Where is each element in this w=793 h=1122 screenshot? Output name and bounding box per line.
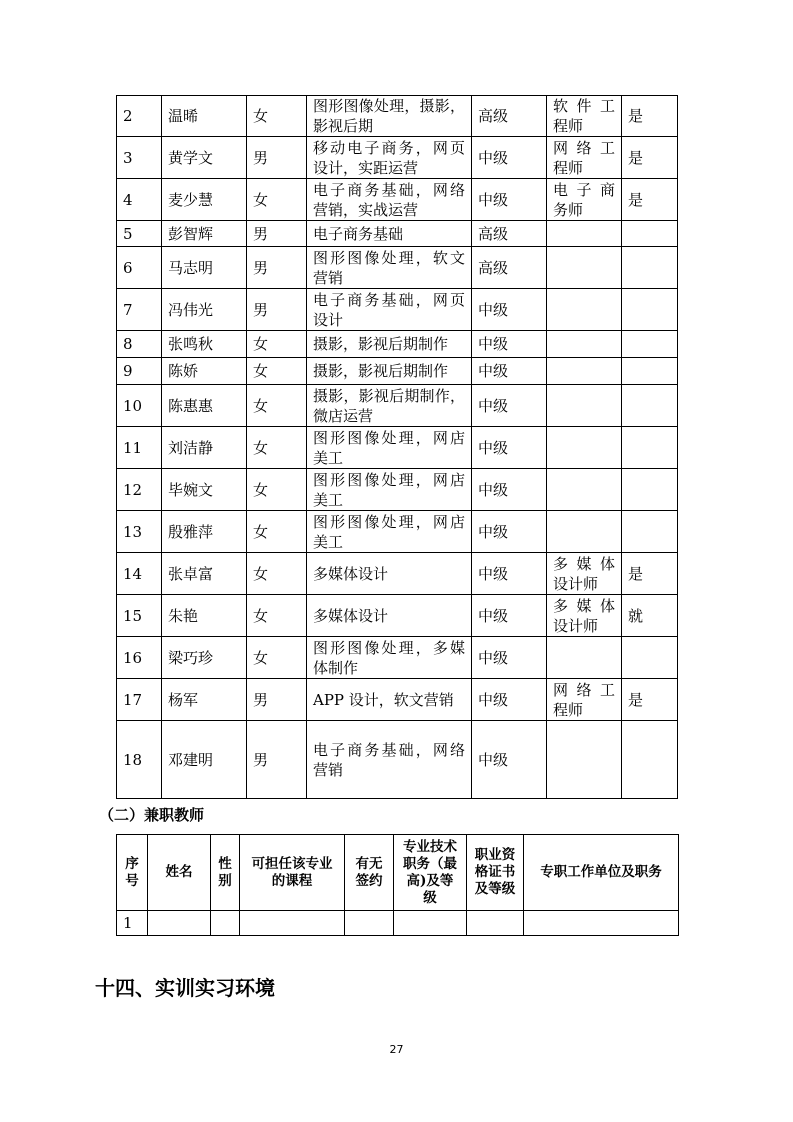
teacher-name: 梁巧珍	[162, 637, 247, 679]
teacher-title: 中级	[472, 358, 547, 385]
teacher-row	[117, 553, 678, 595]
teacher-dual-qualified: 是	[622, 96, 678, 137]
course-line: 图形图像处理，网店	[313, 512, 465, 531]
teacher-name: 陈惠惠	[162, 385, 247, 427]
certificate-line: 设计师	[553, 574, 599, 593]
course-line: 美工	[313, 490, 344, 509]
teacher-certificate	[547, 221, 622, 247]
teacher-name: 殷雅萍	[162, 511, 247, 553]
part-time-cell	[467, 911, 524, 936]
part-time-teachers-table	[116, 834, 679, 936]
certificate-line: 程师	[553, 158, 584, 177]
teacher-gender: 女	[247, 385, 307, 427]
teacher-no: 6	[117, 247, 162, 289]
teacher-courses	[307, 469, 472, 511]
part-time-header-row	[117, 835, 679, 911]
teacher-title: 中级	[472, 637, 547, 679]
teacher-courses	[307, 595, 472, 637]
teacher-title: 中级	[472, 679, 547, 721]
course-line: 摄影，影视后期制作，	[313, 386, 465, 405]
teacher-name: 麦少慧	[162, 179, 247, 221]
teacher-courses	[307, 553, 472, 595]
part-time-cell	[394, 911, 467, 936]
teacher-no: 11	[117, 427, 162, 469]
teacher-gender: 女	[247, 96, 307, 137]
teacher-name: 张卓富	[162, 553, 247, 595]
teacher-no: 18	[117, 721, 162, 799]
teacher-dual-qualified	[622, 221, 678, 247]
header-line: 别	[218, 872, 232, 889]
teacher-courses	[307, 511, 472, 553]
teacher-certificate	[547, 289, 622, 331]
teacher-name: 邓建明	[162, 721, 247, 799]
teacher-no: 12	[117, 469, 162, 511]
course-line: 营销，实战运营	[313, 200, 419, 219]
part-time-row	[117, 911, 679, 936]
course-line: 微店运营	[313, 406, 374, 425]
teacher-no: 16	[117, 637, 162, 679]
teacher-courses	[307, 385, 472, 427]
part-time-cell: 1	[117, 911, 148, 936]
course-line: 设计，实距运营	[313, 158, 419, 177]
teacher-dual-qualified	[622, 427, 678, 469]
part-time-cell	[240, 911, 345, 936]
part-time-header-cell	[117, 835, 148, 911]
teacher-dual-qualified: 就	[622, 595, 678, 637]
teacher-dual-qualified: 是	[622, 179, 678, 221]
teacher-name: 朱艳	[162, 595, 247, 637]
teacher-title: 中级	[472, 511, 547, 553]
teacher-certificate	[547, 247, 622, 289]
header-line: 签约	[355, 872, 383, 889]
header-line: 专职工作单位及职务	[540, 864, 662, 880]
certificate-line: 多 媒 体	[553, 596, 615, 615]
certificate-line: 网 络 工	[553, 138, 615, 157]
certificate-line: 务师	[553, 200, 584, 219]
header-line: 职业资	[474, 847, 516, 863]
teacher-certificate	[547, 96, 622, 137]
teacher-row	[117, 595, 678, 637]
teacher-certificate	[547, 179, 622, 221]
teacher-no: 4	[117, 179, 162, 221]
course-line: 摄影，影视后期制作	[313, 362, 449, 380]
teacher-certificate	[547, 469, 622, 511]
course-line: 图形图像处理，摄影，	[313, 97, 465, 115]
certificate-line: 网 络 工	[553, 680, 615, 699]
teacher-name: 刘洁静	[162, 427, 247, 469]
header-line: 有无	[355, 855, 383, 872]
course-line: APP 设计，软文营销	[313, 690, 454, 709]
header-line: 性	[218, 855, 232, 872]
header-line: 序	[125, 855, 139, 872]
teacher-title: 中级	[472, 553, 547, 595]
part-time-header-cell	[148, 835, 211, 911]
course-line: 图形图像处理，网店	[313, 470, 465, 489]
teacher-no: 15	[117, 595, 162, 637]
teacher-title: 中级	[472, 179, 547, 221]
course-line: 图形图像处理，网店	[313, 428, 465, 447]
teacher-dual-qualified	[622, 637, 678, 679]
teacher-gender: 男	[247, 679, 307, 721]
teacher-title: 中级	[472, 721, 547, 799]
teacher-gender: 女	[247, 469, 307, 511]
teacher-certificate	[547, 721, 622, 799]
teacher-gender: 女	[247, 358, 307, 385]
teacher-certificate	[547, 427, 622, 469]
part-time-table-body	[117, 911, 679, 936]
part-time-cell	[524, 911, 679, 936]
teacher-dual-qualified	[622, 511, 678, 553]
teacher-title: 中级	[472, 385, 547, 427]
teacher-no: 17	[117, 679, 162, 721]
section-title-part-time: （二）兼职教师	[99, 806, 205, 824]
teacher-row	[117, 511, 678, 553]
header-line: 职务（最	[403, 855, 457, 872]
teacher-title: 中级	[472, 289, 547, 331]
teacher-dual-qualified	[622, 289, 678, 331]
teacher-courses	[307, 289, 472, 331]
course-line: 多媒体设计	[313, 606, 389, 625]
teacher-no: 2	[117, 96, 162, 137]
teacher-title: 高级	[472, 221, 547, 247]
certificate-line: 程师	[553, 117, 584, 135]
teacher-title: 中级	[472, 331, 547, 358]
teacher-title: 高级	[472, 247, 547, 289]
teacher-dual-qualified	[622, 469, 678, 511]
teacher-courses	[307, 96, 472, 137]
teacher-gender: 女	[247, 595, 307, 637]
teacher-courses	[307, 331, 472, 358]
teacher-name: 陈娇	[162, 358, 247, 385]
teacher-row	[117, 637, 678, 679]
teacher-row	[117, 331, 678, 358]
teacher-certificate	[547, 679, 622, 721]
teacher-title: 高级	[472, 96, 547, 137]
teacher-row	[117, 427, 678, 469]
course-line: 设计	[313, 310, 344, 329]
teacher-no: 9	[117, 358, 162, 385]
teacher-certificate	[547, 553, 622, 595]
course-line: 营销	[313, 268, 344, 287]
teacher-name: 黄学文	[162, 137, 247, 179]
teacher-row	[117, 358, 678, 385]
header-line: 级	[423, 889, 437, 906]
teacher-gender: 男	[247, 221, 307, 247]
course-line: 营销	[313, 760, 344, 779]
teacher-name: 温晞	[162, 96, 247, 137]
certificate-line: 软 件 工	[553, 97, 615, 115]
teacher-no: 3	[117, 137, 162, 179]
course-line: 体制作	[313, 658, 359, 677]
teacher-row	[117, 179, 678, 221]
header-line: 号	[125, 872, 139, 889]
teacher-courses	[307, 137, 472, 179]
teacher-gender: 男	[247, 289, 307, 331]
certificate-line: 多 媒 体	[553, 554, 615, 573]
teacher-gender: 女	[247, 553, 307, 595]
part-time-header-cell	[467, 835, 524, 911]
teacher-no: 14	[117, 553, 162, 595]
teachers-table-body	[117, 96, 678, 799]
teacher-title: 中级	[472, 595, 547, 637]
teacher-name: 毕婉文	[162, 469, 247, 511]
teacher-row	[117, 221, 678, 247]
course-line: 电子商务基础	[313, 224, 404, 243]
part-time-header-cell	[524, 835, 679, 911]
teacher-no: 10	[117, 385, 162, 427]
course-line: 美工	[313, 532, 344, 551]
header-line: 的课程	[271, 872, 313, 889]
teacher-dual-qualified	[622, 247, 678, 289]
teacher-courses	[307, 721, 472, 799]
teacher-name: 马志明	[162, 247, 247, 289]
teacher-gender: 女	[247, 511, 307, 553]
teacher-name: 张鸣秋	[162, 331, 247, 358]
teacher-gender: 男	[247, 247, 307, 289]
teacher-certificate	[547, 637, 622, 679]
teacher-certificate	[547, 331, 622, 358]
teacher-courses	[307, 637, 472, 679]
teacher-courses	[307, 247, 472, 289]
teacher-row	[117, 469, 678, 511]
teacher-gender: 女	[247, 637, 307, 679]
teacher-row	[117, 289, 678, 331]
teacher-certificate	[547, 385, 622, 427]
course-line: 电子商务基础，网页	[313, 290, 465, 309]
teacher-row	[117, 679, 678, 721]
part-time-cell	[345, 911, 394, 936]
course-line: 多媒体设计	[313, 564, 389, 583]
part-time-cell	[148, 911, 211, 936]
course-line: 电子商务基础，网络	[313, 180, 465, 199]
header-line: 可担任该专业	[251, 855, 333, 872]
part-time-cell	[211, 911, 240, 936]
teacher-courses	[307, 679, 472, 721]
certificate-line: 程师	[553, 700, 584, 719]
course-line: 移动电子商务，网页	[313, 138, 465, 157]
teacher-no: 8	[117, 331, 162, 358]
teacher-certificate	[547, 137, 622, 179]
teacher-no: 5	[117, 221, 162, 247]
teacher-dual-qualified	[622, 385, 678, 427]
full-time-teachers-table	[116, 95, 678, 799]
teacher-row	[117, 96, 678, 137]
teacher-gender: 男	[247, 137, 307, 179]
teacher-name: 彭智辉	[162, 221, 247, 247]
course-line: 图形图像处理，软文	[313, 248, 465, 267]
teacher-no: 13	[117, 511, 162, 553]
teacher-dual-qualified: 是	[622, 137, 678, 179]
teacher-courses	[307, 427, 472, 469]
teacher-certificate	[547, 595, 622, 637]
teacher-courses	[307, 358, 472, 385]
teacher-no: 7	[117, 289, 162, 331]
teacher-dual-qualified	[622, 358, 678, 385]
teacher-certificate	[547, 358, 622, 385]
teacher-name: 冯伟光	[162, 289, 247, 331]
teacher-dual-qualified	[622, 721, 678, 799]
teacher-gender: 女	[247, 331, 307, 358]
course-line: 电子商务基础，网络	[313, 740, 465, 759]
teacher-courses	[307, 179, 472, 221]
header-line: 格证书	[474, 864, 516, 880]
page-number: 27	[389, 1043, 404, 1056]
teacher-dual-qualified: 是	[622, 679, 678, 721]
teacher-title: 中级	[472, 137, 547, 179]
teacher-row	[117, 385, 678, 427]
course-line: 美工	[313, 448, 344, 467]
course-line: 影视后期	[313, 117, 374, 135]
certificate-line: 设计师	[553, 616, 599, 635]
teacher-name: 杨军	[162, 679, 247, 721]
teacher-row	[117, 721, 678, 799]
teacher-gender: 女	[247, 427, 307, 469]
course-line: 图形图像处理，多媒	[313, 638, 465, 657]
teacher-gender: 女	[247, 179, 307, 221]
certificate-line: 电 子 商	[553, 180, 615, 199]
teacher-dual-qualified: 是	[622, 553, 678, 595]
part-time-header-cell	[211, 835, 240, 911]
part-time-header-cell	[345, 835, 394, 911]
header-line: 专业技术	[403, 838, 457, 855]
teacher-gender: 男	[247, 721, 307, 799]
teacher-row	[117, 247, 678, 289]
teacher-title: 中级	[472, 469, 547, 511]
teacher-dual-qualified	[622, 331, 678, 358]
teacher-courses	[307, 221, 472, 247]
teacher-title: 中级	[472, 427, 547, 469]
header-line: 及等级	[474, 881, 516, 897]
section-title-training: 十四、实训实习环境	[95, 976, 275, 1000]
part-time-header-cell	[394, 835, 467, 911]
teacher-certificate	[547, 511, 622, 553]
header-line: 高)及等	[406, 872, 454, 889]
header-line: 姓名	[165, 864, 193, 880]
course-line: 摄影，影视后期制作	[313, 335, 449, 353]
teacher-row	[117, 137, 678, 179]
part-time-header-cell	[240, 835, 345, 911]
